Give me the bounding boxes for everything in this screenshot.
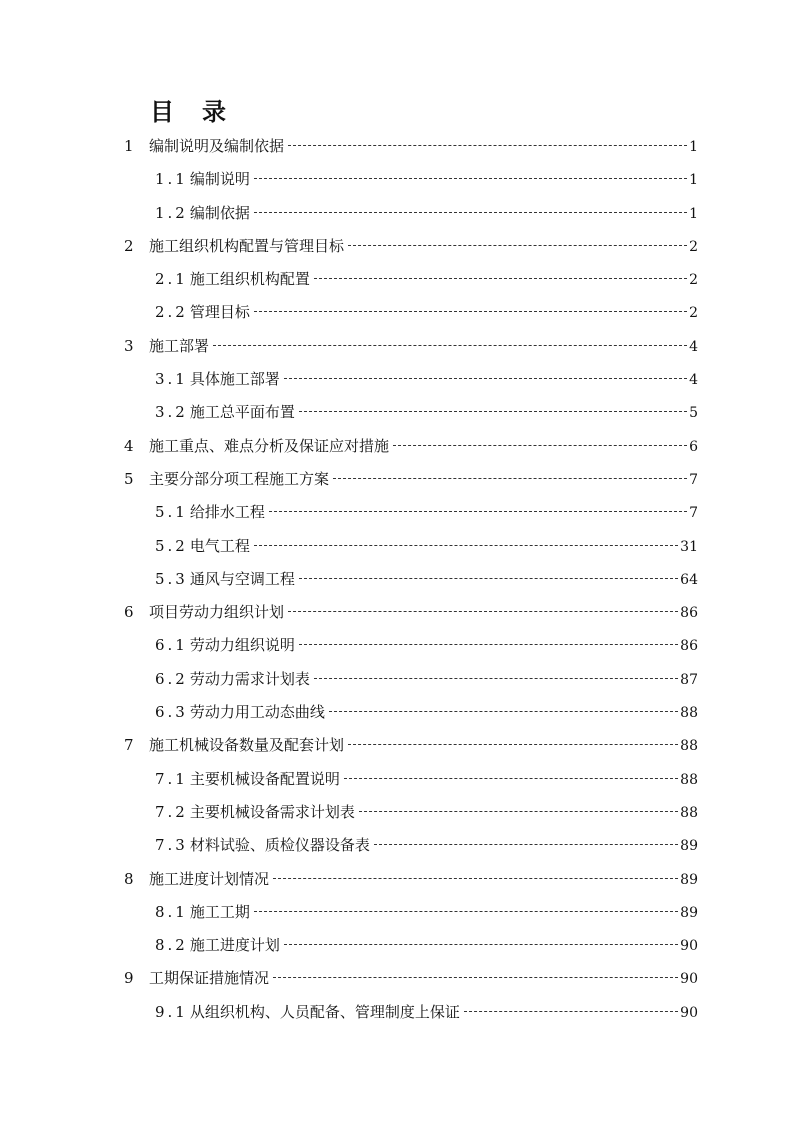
dot-leader [374, 843, 678, 845]
toc-entry-title: 施工部署 [149, 336, 210, 355]
toc-chapter-number: 9 [124, 969, 134, 988]
toc-section-row[interactable] [0, 896, 793, 929]
toc-section-row[interactable] [0, 263, 793, 296]
toc-chapter-row[interactable] [0, 330, 793, 363]
toc-entry-title: 具体施工部署 [189, 370, 280, 389]
toc-entry [155, 663, 698, 697]
toc-entry [155, 696, 698, 730]
toc-section-number: 7.1 [155, 769, 188, 788]
toc-page-number: 2 [689, 272, 698, 289]
toc-entry-title: 劳动力组织说明 [189, 636, 295, 655]
toc-page-number: 2 [689, 238, 698, 255]
toc-section-number: 9.1 [155, 1002, 188, 1021]
dot-leader [393, 444, 687, 446]
toc-entry [155, 296, 698, 330]
toc-page-number: 88 [680, 771, 698, 788]
toc-chapter-number: 4 [124, 436, 134, 455]
dot-leader [213, 344, 687, 346]
toc-entry [155, 197, 698, 231]
dot-leader [273, 976, 678, 978]
toc-page-number: 88 [680, 738, 698, 755]
toc-entry [155, 363, 698, 397]
toc-entry-title: 项目劳动力组织计划 [149, 603, 285, 622]
toc-entry-title: 编制说明 [189, 170, 250, 189]
dot-leader [284, 377, 687, 379]
toc-section-row[interactable] [0, 796, 793, 829]
toc-list [0, 130, 793, 1029]
toc-entry-title: 施工进度计划情况 [149, 869, 270, 888]
toc-page-number: 89 [680, 871, 698, 888]
toc-page-number: 4 [689, 338, 698, 355]
toc-chapter-number: 5 [124, 469, 134, 488]
toc-page-number: 90 [680, 1004, 698, 1021]
dot-leader [284, 943, 678, 945]
toc-section-number: 6.3 [155, 703, 188, 722]
toc-chapter-row[interactable] [0, 729, 793, 762]
toc-section-row[interactable] [0, 163, 793, 196]
toc-section-number: 3.1 [155, 370, 188, 389]
toc-entry-title: 主要分部分项工程施工方案 [149, 469, 330, 488]
dot-leader [269, 510, 687, 512]
toc-section-number: 5.2 [155, 536, 188, 555]
dot-leader [299, 577, 678, 579]
toc-section-number: 2.2 [155, 303, 188, 322]
toc-entry [155, 929, 698, 963]
toc-entry-title: 主要机械设备配置说明 [189, 769, 340, 788]
toc-section-row[interactable] [0, 629, 793, 662]
toc-entry [155, 763, 698, 797]
toc-section-number: 8.1 [155, 902, 188, 921]
toc-page-number: 1 [689, 205, 698, 222]
toc-entry-title: 施工重点、难点分析及保证应对措施 [149, 436, 390, 455]
toc-entry-title: 编制依据 [189, 203, 250, 222]
toc-section-row[interactable] [0, 530, 793, 563]
dot-leader [359, 810, 678, 812]
dot-leader [464, 1010, 678, 1012]
toc-chapter-row[interactable] [0, 863, 793, 896]
toc-entry [149, 962, 698, 996]
toc-page-number: 64 [680, 571, 698, 588]
toc-section-row[interactable] [0, 496, 793, 529]
dot-leader [273, 877, 678, 879]
toc-entry [155, 263, 698, 297]
toc-page-number: 86 [680, 605, 698, 622]
toc-entry [149, 130, 698, 164]
toc-entry [155, 829, 698, 863]
toc-section-row[interactable] [0, 563, 793, 596]
toc-entry-title: 施工总平面布置 [189, 403, 295, 422]
toc-entry [149, 463, 698, 497]
toc-section-number: 7.3 [155, 836, 188, 855]
toc-page-number: 4 [689, 372, 698, 389]
toc-chapter-number: 6 [124, 603, 134, 622]
toc-section-number: 1.1 [155, 170, 188, 189]
toc-entry [155, 163, 698, 197]
toc-chapter-number: 1 [124, 137, 134, 155]
toc-page-number: 1 [689, 172, 698, 189]
toc-page-number: 86 [680, 638, 698, 655]
toc-entry-title: 管理目标 [189, 303, 250, 322]
toc-section-row[interactable] [0, 396, 793, 429]
toc-entry-title: 劳动力需求计划表 [189, 669, 310, 688]
toc-chapter-row[interactable] [0, 230, 793, 263]
toc-section-number: 7.2 [155, 802, 188, 821]
toc-page-number: 31 [680, 538, 698, 555]
toc-entry-title: 电气工程 [189, 536, 250, 555]
toc-page-number: 5 [689, 405, 698, 422]
toc-chapter-number: 7 [124, 736, 134, 755]
toc-page-number: 7 [689, 471, 698, 488]
toc-entry-title: 施工机械设备数量及配套计划 [149, 736, 345, 755]
toc-entry-title: 通风与空调工程 [189, 569, 295, 588]
toc-entry [149, 729, 698, 763]
toc-entry-title: 主要机械设备需求计划表 [189, 802, 355, 821]
toc-chapter-row[interactable] [0, 463, 793, 496]
toc-chapter-row[interactable] [0, 962, 793, 995]
dot-leader [299, 410, 687, 412]
toc-section-number: 6.2 [155, 669, 188, 688]
toc-page-number: 2 [689, 305, 698, 322]
toc-chapter-number: 3 [124, 336, 134, 355]
dot-leader [348, 743, 678, 745]
dot-leader [348, 244, 687, 246]
toc-section-number: 5.1 [155, 503, 188, 522]
toc-page-number: 88 [680, 705, 698, 722]
toc-section-row[interactable] [0, 996, 793, 1029]
toc-entry-title: 劳动力用工动态曲线 [189, 703, 325, 722]
dot-leader [288, 144, 687, 146]
toc-section-row[interactable] [0, 363, 793, 396]
toc-entry [149, 596, 698, 630]
dot-leader [299, 643, 678, 645]
toc-section-number: 5.3 [155, 569, 188, 588]
toc-entry-title: 从组织机构、人员配备、管理制度上保证 [189, 1002, 460, 1021]
toc-section-row[interactable] [0, 197, 793, 230]
toc-entry-title: 施工组织机构配置与管理目标 [149, 236, 345, 255]
toc-entry [155, 396, 698, 430]
toc-chapter-row[interactable] [0, 430, 793, 463]
toc-section-number: 1.2 [155, 203, 188, 222]
toc-chapter-row[interactable] [0, 596, 793, 629]
toc-entry-title: 施工组织机构配置 [189, 270, 310, 289]
dot-leader [314, 277, 687, 279]
toc-chapter-number: 8 [124, 869, 134, 888]
dot-leader [329, 710, 678, 712]
toc-section-number: 2.1 [155, 270, 188, 289]
dot-leader [254, 544, 678, 546]
toc-page-number: 7 [689, 505, 698, 522]
toc-chapter-number: 2 [124, 236, 134, 255]
toc-section-number: 6.1 [155, 636, 188, 655]
toc-entry [149, 863, 698, 897]
toc-entry-title: 施工工期 [189, 902, 250, 921]
toc-title: 目 录 [150, 97, 228, 126]
toc-page-number: 89 [680, 904, 698, 921]
toc-entry-title: 工期保证措施情况 [149, 969, 270, 988]
toc-section-row[interactable] [0, 663, 793, 696]
dot-leader [254, 177, 687, 179]
toc-page-number: 90 [680, 938, 698, 955]
toc-entry [155, 563, 698, 597]
toc-entry [149, 330, 698, 364]
toc-entry [155, 896, 698, 930]
toc-page-number: 1 [689, 139, 698, 155]
toc-chapter-row[interactable] [0, 130, 793, 163]
toc-page-number: 90 [680, 971, 698, 988]
toc-entry [155, 629, 698, 663]
toc-page-number: 87 [680, 671, 698, 688]
dot-leader [314, 677, 678, 679]
toc-entry-title: 施工进度计划 [189, 936, 280, 955]
toc-section-row[interactable] [0, 929, 793, 962]
toc-section-row[interactable] [0, 829, 793, 862]
dot-leader [333, 477, 687, 479]
toc-entry [155, 796, 698, 830]
toc-entry [149, 230, 698, 264]
toc-entry [149, 430, 698, 464]
toc-section-row[interactable] [0, 296, 793, 329]
toc-section-number: 3.2 [155, 403, 188, 422]
toc-section-row[interactable] [0, 696, 793, 729]
toc-entry-title: 给排水工程 [189, 503, 265, 522]
toc-entry-title: 编制说明及编制依据 [149, 137, 285, 155]
toc-section-number: 8.2 [155, 936, 188, 955]
toc-entry-title: 材料试验、质检仪器设备表 [189, 836, 370, 855]
dot-leader [254, 910, 678, 912]
toc-section-row[interactable] [0, 763, 793, 796]
toc-entry [155, 996, 698, 1030]
toc-page-number: 89 [680, 838, 698, 855]
toc-page-number: 6 [689, 438, 698, 455]
toc-page-number: 88 [680, 804, 698, 821]
dot-leader [254, 211, 687, 213]
dot-leader [288, 610, 678, 612]
toc-entry [155, 530, 698, 564]
dot-leader [254, 310, 687, 312]
toc-entry [155, 496, 698, 530]
dot-leader [344, 777, 678, 779]
